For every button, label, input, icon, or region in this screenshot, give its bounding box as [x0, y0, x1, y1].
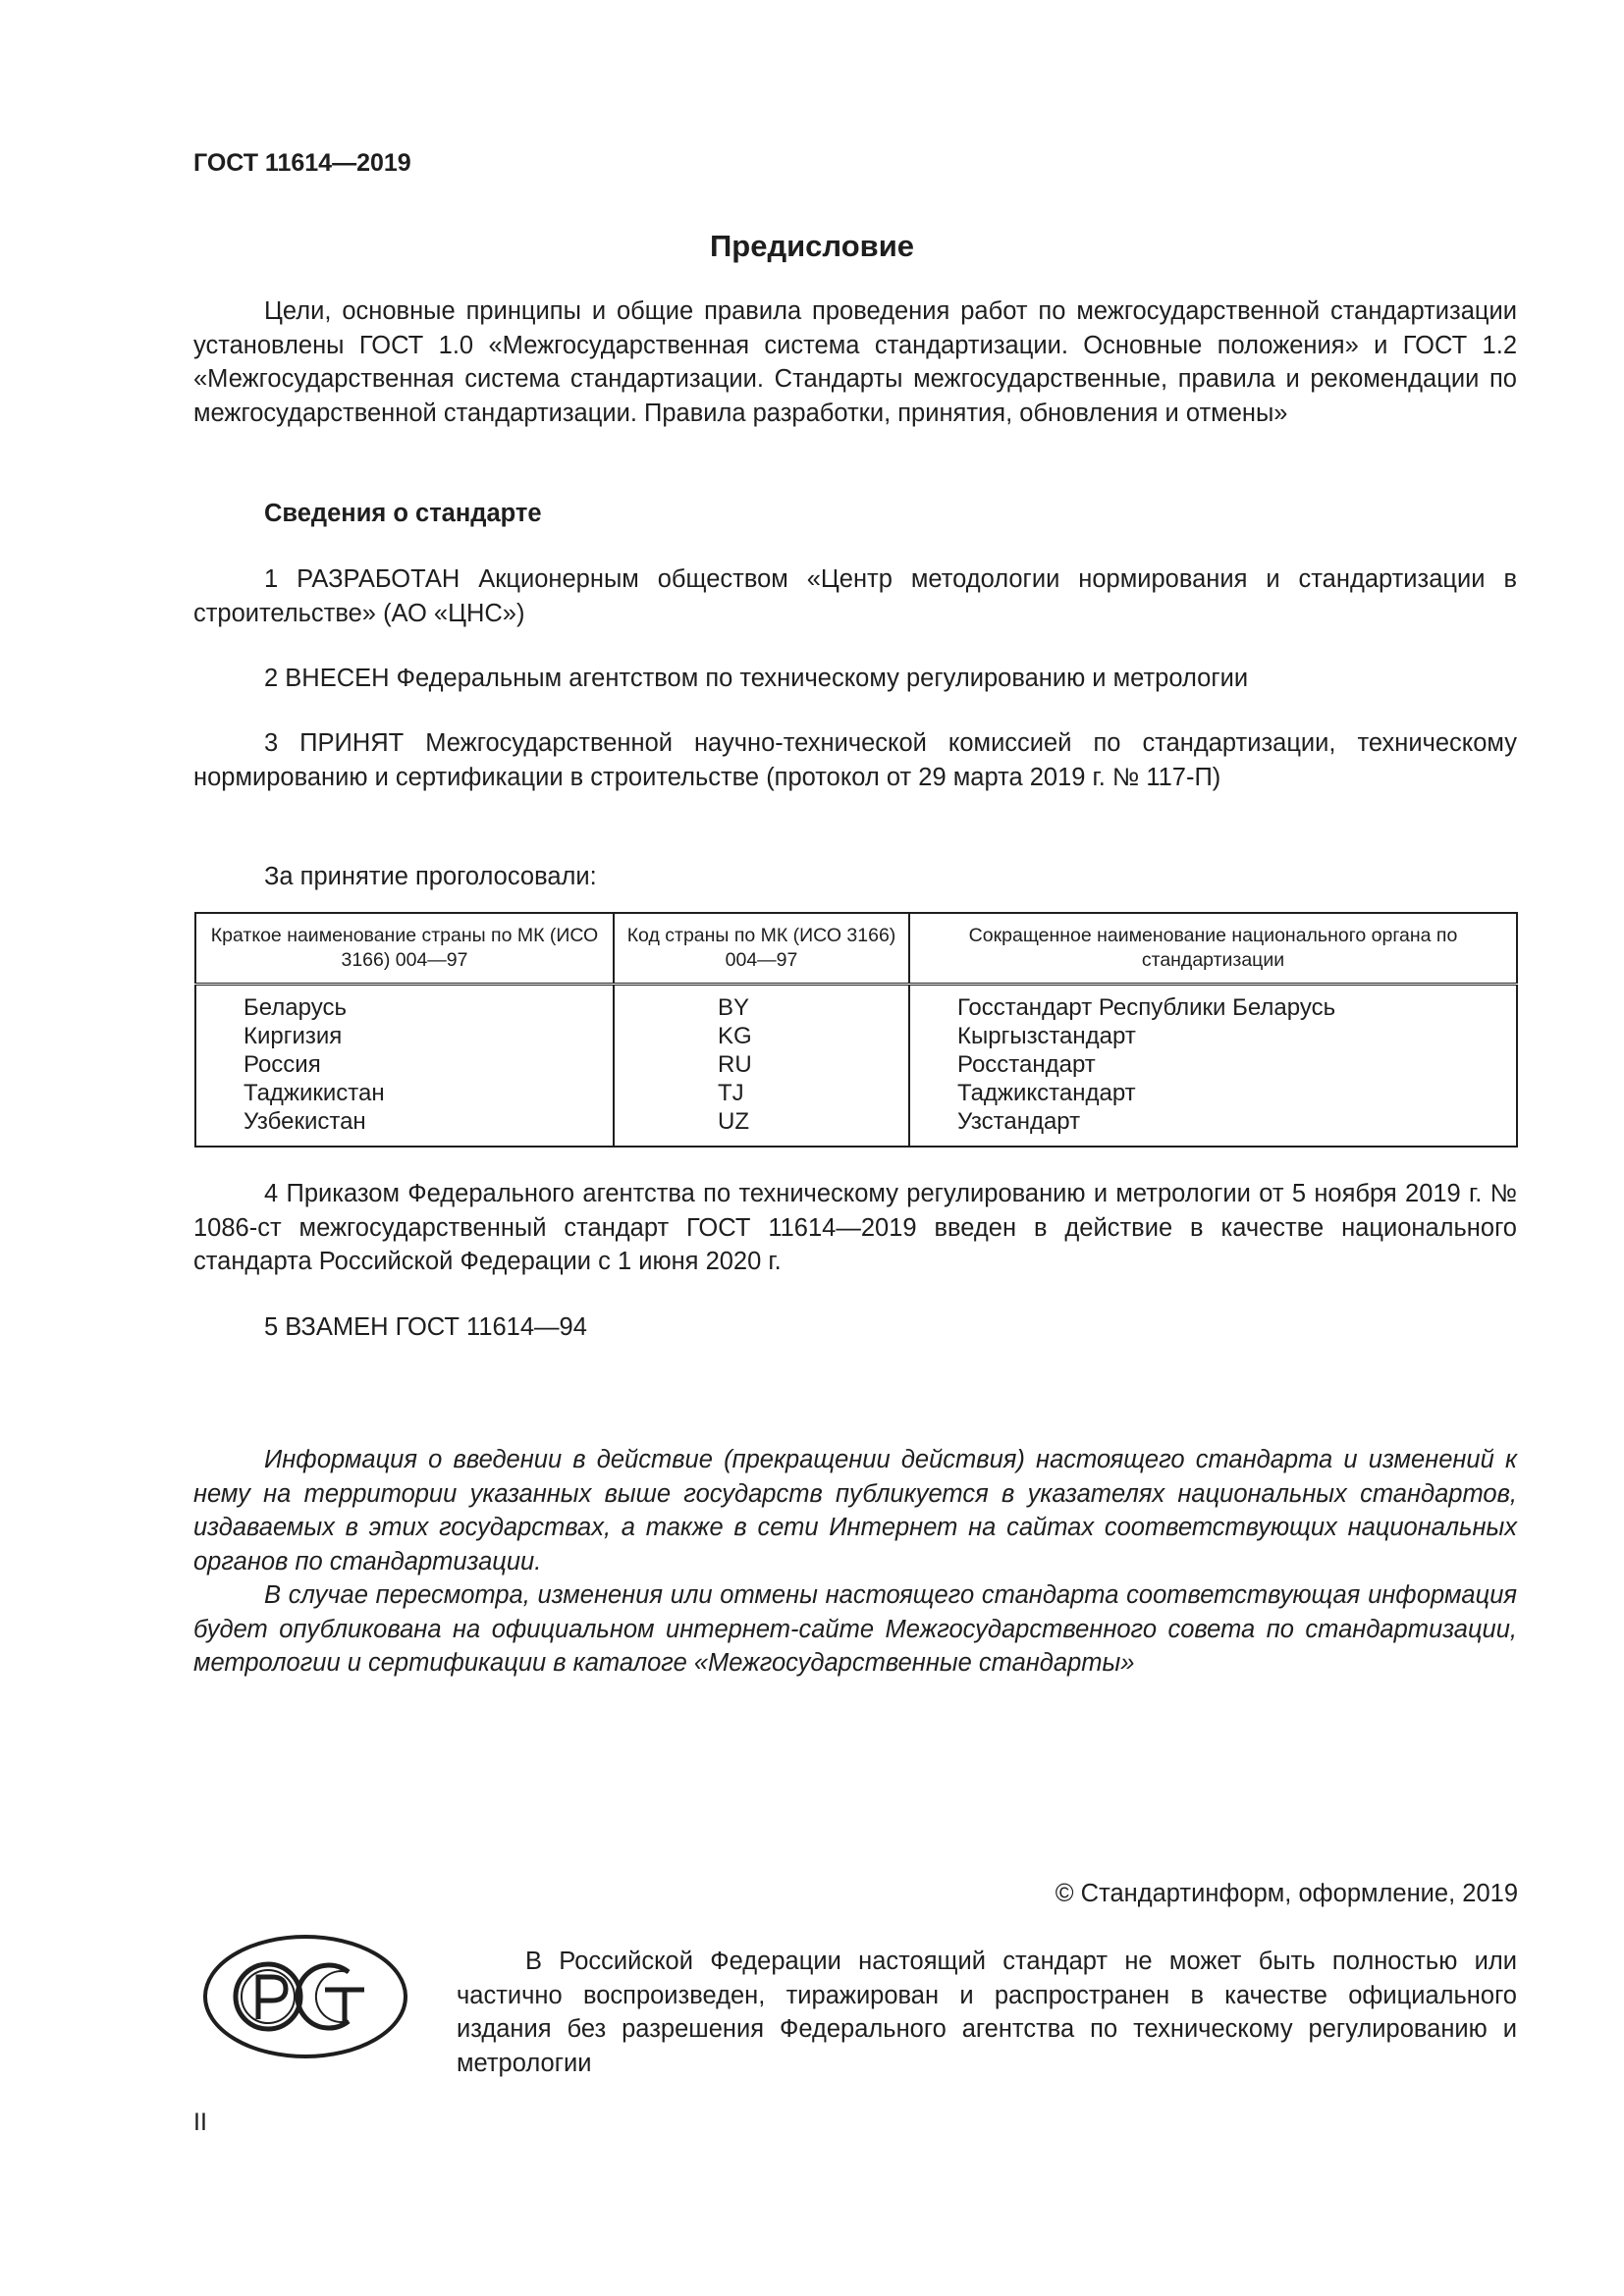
info-heading: Сведения о стандарте — [264, 500, 542, 527]
notice-block — [193, 1443, 1517, 1681]
item-3-block — [193, 726, 1517, 794]
intro-paragraph: Цели, основные принципы и общие правила проведения работ по межгосударственной стандартизации установлены ГОСТ 1.0 «Межгосударственная система стандартизации. Основные положения» и ГОСТ 1.2 «Межгосударственная система стандартизации. Стандарты межгосударственные, правила и рекомендации по межгосударственной стандартизации. Правила разработки, принятия, обновления и отмены» — [193, 297, 1517, 427]
country-name-column — [195, 985, 614, 1148]
voted-label-block — [193, 860, 1517, 894]
header-country-code: Код страны по МК (ИСО 3166) 004—97 — [614, 913, 909, 985]
standards-body-cell: Узстандарт — [957, 1108, 1081, 1135]
copyright-line: © Стандартинформ, оформление, 2019 — [1055, 1880, 1518, 1907]
country-code-cell: RU — [718, 1051, 752, 1078]
rst-logo-icon — [201, 1933, 409, 2060]
voted-label: За принятие проголосовали: — [264, 863, 597, 890]
country-name-cell: Таджикистан — [244, 1080, 385, 1106]
country-code-column — [614, 985, 909, 1148]
standards-body-cell: Таджикстандарт — [957, 1080, 1136, 1106]
country-name-cell: Киргизия — [244, 1023, 343, 1049]
table-body-row — [195, 985, 1517, 1148]
item-2-paragraph: 2 ВНЕСЕН Федеральным агентством по техническому регулированию и метрологии — [264, 665, 1249, 692]
item-5-paragraph: 5 ВЗАМЕН ГОСТ 11614—94 — [264, 1313, 587, 1341]
intro-block — [193, 294, 1517, 430]
notice-paragraph-2: В случае пересмотра, изменения или отмены настоящего стандарта соответствующая информация будет опубликована на официальном интернет-сайте Межгосударственного совета по стандартизации, метрологии и сертификации в каталоге «Межгосударственные стандарты» — [193, 1581, 1517, 1677]
standards-body-cell: Росстандарт — [957, 1051, 1096, 1078]
table-header-row — [195, 913, 1517, 985]
legal-paragraph: В Российской Федерации настоящий стандарт не может быть полностью или частично воспроизведен, тиражирован и распространен в качестве официального издания без разрешения Федерального агентства по техническому регулированию и метрологии — [457, 1948, 1517, 2077]
country-name-cell: Россия — [244, 1051, 321, 1078]
header-standards-body: Сокращенное наименование национального органа по стандартизации — [909, 913, 1517, 985]
item-1-block — [193, 562, 1517, 630]
legal-notice — [457, 1945, 1517, 2080]
page-title: Предисловие — [709, 229, 914, 263]
item-4-block — [193, 1177, 1517, 1279]
info-heading-block — [193, 497, 1517, 531]
country-code-cell: TJ — [718, 1080, 744, 1106]
voting-table — [194, 912, 1518, 1148]
item-1-paragraph: 1 РАЗРАБОТАН Акционерным обществом «Центр методологии нормирования и стандартизации в строительстве» (АО «ЦНС») — [193, 565, 1517, 627]
standards-body-column — [909, 985, 1517, 1148]
item-2-block — [193, 662, 1517, 696]
item-3-paragraph: 3 ПРИНЯТ Межгосударственной научно-технической комиссией по стандартизации, техническому нормированию и сертификации в строительстве (протокол от 29 марта 2019 г. № 117-П) — [193, 729, 1517, 791]
country-code-cell: BY — [718, 994, 750, 1021]
standards-body-cell: Кыргызстандарт — [957, 1023, 1136, 1049]
document-code: ГОСТ 11614—2019 — [193, 149, 411, 177]
country-name-cell: Узбекистан — [244, 1108, 366, 1135]
notice-paragraph-1: Информация о введении в действие (прекращении действия) настоящего стандарта и изменений к нему на территории указанных выше государств публикуется в указателях национальных стандартов, издаваемых в этих государствах, а также в сети Интернет на сайтах соответствующих национальных органов по стандартизации. — [193, 1446, 1517, 1575]
standards-body-cell: Госстандарт Республики Беларусь — [957, 994, 1336, 1021]
country-code-cell: KG — [718, 1023, 752, 1049]
item-4-paragraph: 4 Приказом Федерального агентства по техническому регулированию и метрологии от 5 ноября 2019 г. № 1086-ст межгосударственный стандарт ГОСТ 11614—2019 введен в действие в качестве национального стандарта Российской Федерации с 1 июня 2020 г. — [193, 1180, 1517, 1275]
item-5-block — [193, 1310, 1517, 1345]
country-name-cell: Беларусь — [244, 994, 347, 1021]
page-number: II — [193, 2109, 207, 2136]
country-code-cell: UZ — [718, 1108, 749, 1135]
header-country-name: Краткое наименование страны по МК (ИСО 3166) 004—97 — [195, 913, 614, 985]
